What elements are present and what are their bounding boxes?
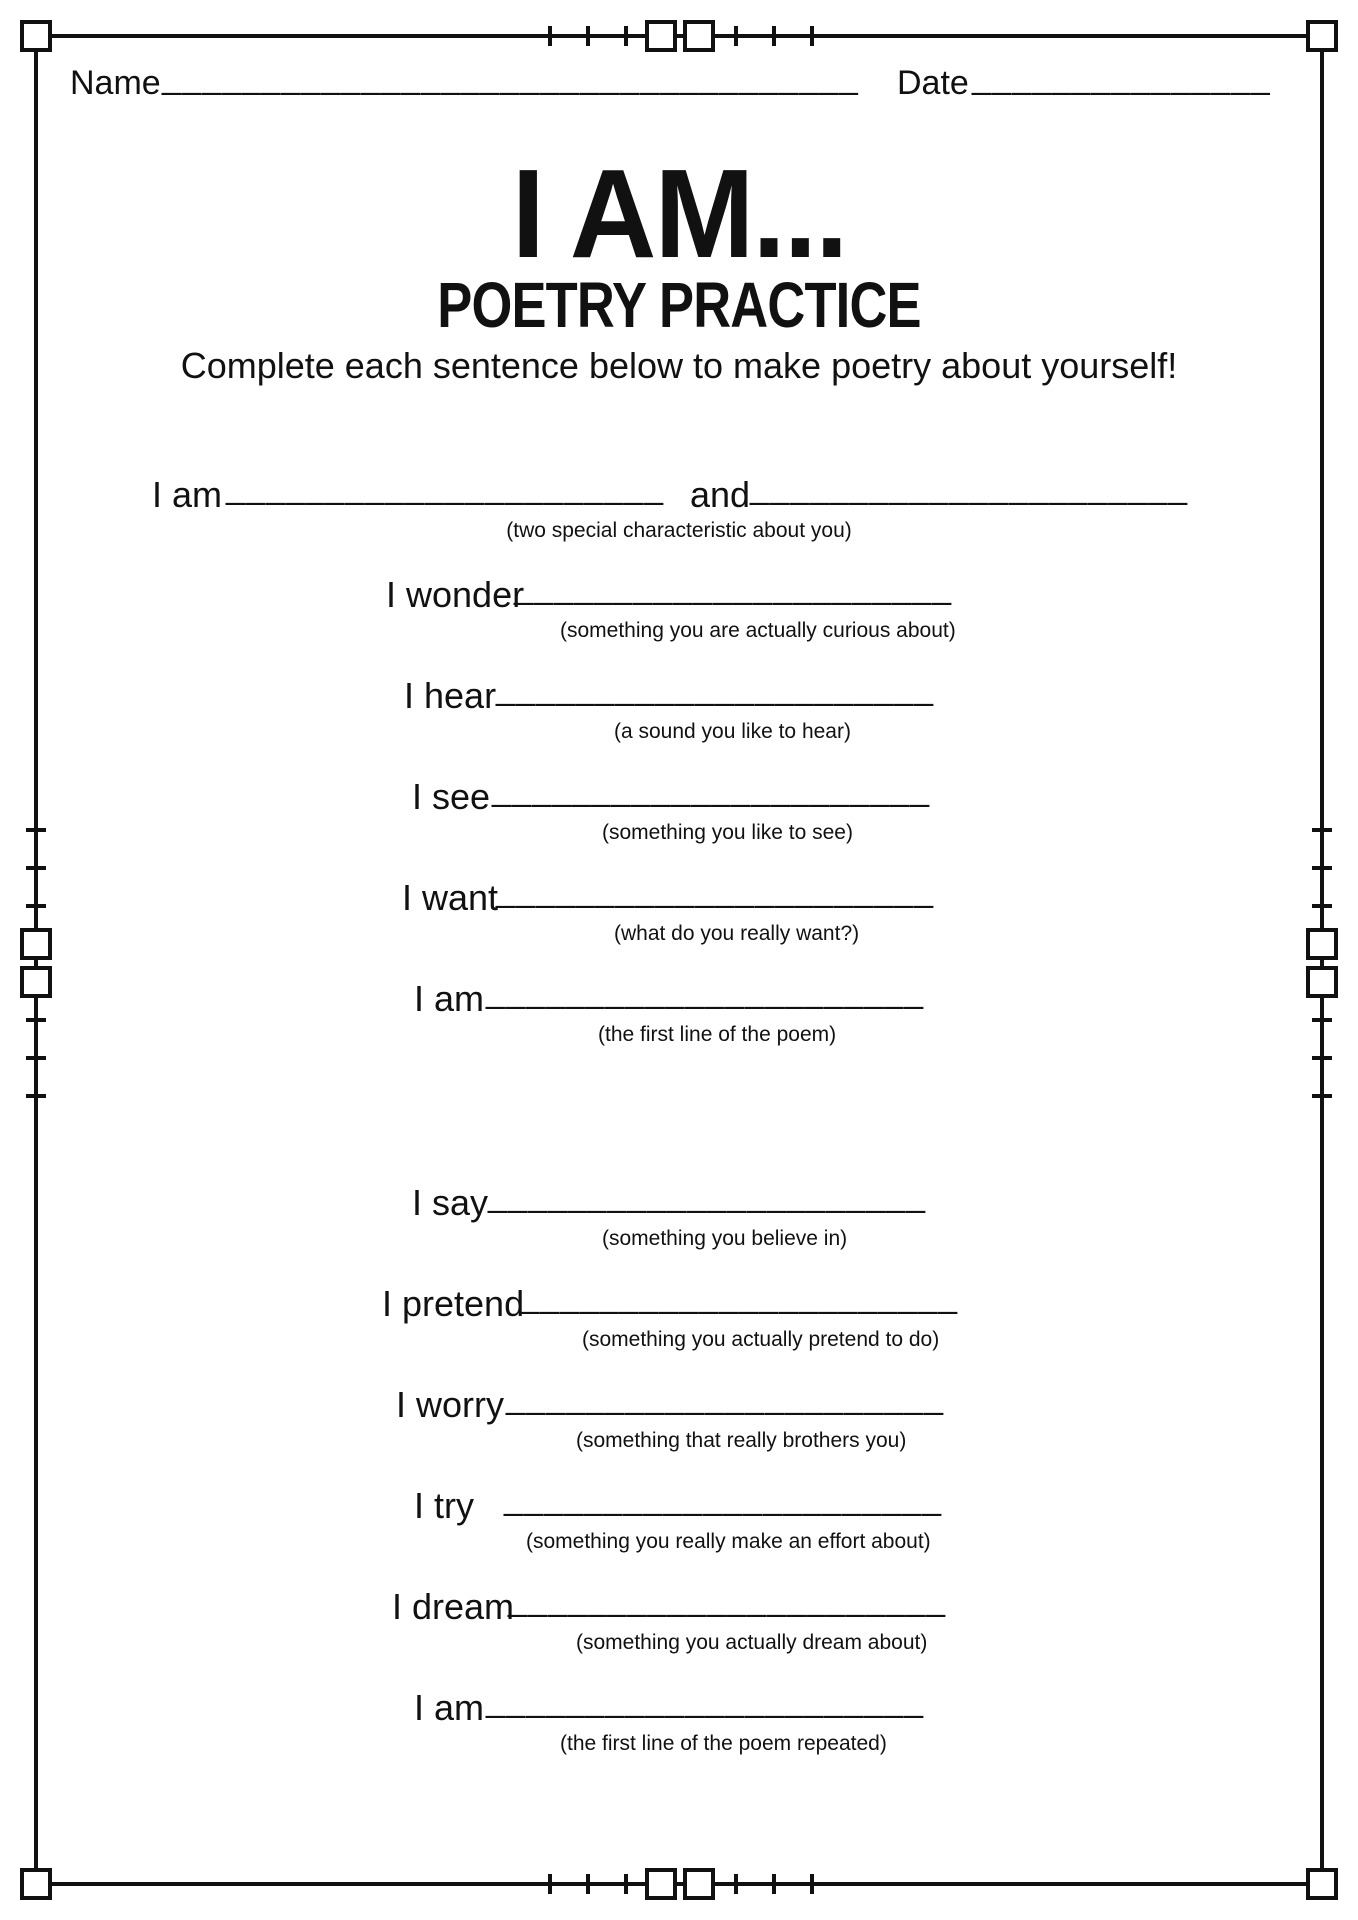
line-blank[interactable]: ______________________ xyxy=(492,770,931,808)
line-prompt: I worry xyxy=(396,1384,504,1425)
line-hint: (something you actually dream about) xyxy=(576,1631,928,1654)
line-hint: (two special characteristic about you) xyxy=(506,519,852,542)
date-label: Date xyxy=(897,64,969,102)
line-hint: (something you actually pretend to do) xyxy=(582,1328,940,1351)
line-prompt: I dream xyxy=(392,1586,515,1627)
page-title: I AM... xyxy=(511,143,847,285)
line-joiner: and xyxy=(690,474,751,515)
page-subtitle: POETRY PRACTICE xyxy=(437,269,921,341)
line-blank[interactable]: ______________________ xyxy=(506,1378,945,1416)
line-hint: (something you really make an effort about) xyxy=(526,1530,931,1553)
line-prompt: I am xyxy=(414,978,485,1019)
name-label: Name xyxy=(70,64,161,102)
line-blank[interactable]: ______________________ xyxy=(486,972,925,1010)
line-blank[interactable]: ______________________ xyxy=(226,468,665,506)
line-prompt: I wonder xyxy=(386,574,525,615)
line-prompt: I want xyxy=(402,877,499,918)
line-blank-2[interactable]: ______________________ xyxy=(750,468,1189,506)
name-field[interactable]: ___________________________________ xyxy=(162,58,859,96)
line-prompt: I see xyxy=(412,776,491,817)
line-hint: (something you believe in) xyxy=(602,1227,848,1250)
line-prompt: I try xyxy=(414,1485,474,1526)
line-prompt: I say xyxy=(412,1182,489,1223)
date-field[interactable]: _______________ xyxy=(972,58,1271,96)
line-hint: (something you like to see) xyxy=(602,821,853,844)
line-prompt: I hear xyxy=(404,675,497,716)
line-hint: (something you are actually curious about) xyxy=(560,619,956,642)
corner-square xyxy=(1308,1870,1336,1898)
line-blank[interactable]: ______________________ xyxy=(486,1681,925,1719)
line-blank[interactable]: ______________________ xyxy=(508,1580,947,1618)
instructions: Complete each sentence below to make poetry about yourself! xyxy=(180,345,1178,386)
line-blank[interactable]: ______________________ xyxy=(496,669,935,707)
line-hint: (the first line of the poem) xyxy=(598,1023,837,1046)
line-hint: (something that really brothers you) xyxy=(576,1429,907,1452)
line-prompt: I pretend xyxy=(382,1283,525,1324)
line-blank[interactable]: ______________________ xyxy=(504,1479,943,1517)
line-hint: (the first line of the poem repeated) xyxy=(560,1732,887,1755)
line-blank[interactable]: ______________________ xyxy=(520,1277,959,1315)
line-blank[interactable]: ______________________ xyxy=(496,871,935,909)
line-prompt: I am xyxy=(414,1687,485,1728)
line-hint: (a sound you like to hear) xyxy=(614,720,851,743)
corner-square xyxy=(22,1870,50,1898)
corner-square xyxy=(22,22,50,50)
line-prompt: I am xyxy=(152,474,223,515)
line-hint: (what do you really want?) xyxy=(614,922,860,945)
corner-square xyxy=(1308,22,1336,50)
line-blank[interactable]: ______________________ xyxy=(488,1176,927,1214)
line-blank[interactable]: ______________________ xyxy=(514,568,953,606)
